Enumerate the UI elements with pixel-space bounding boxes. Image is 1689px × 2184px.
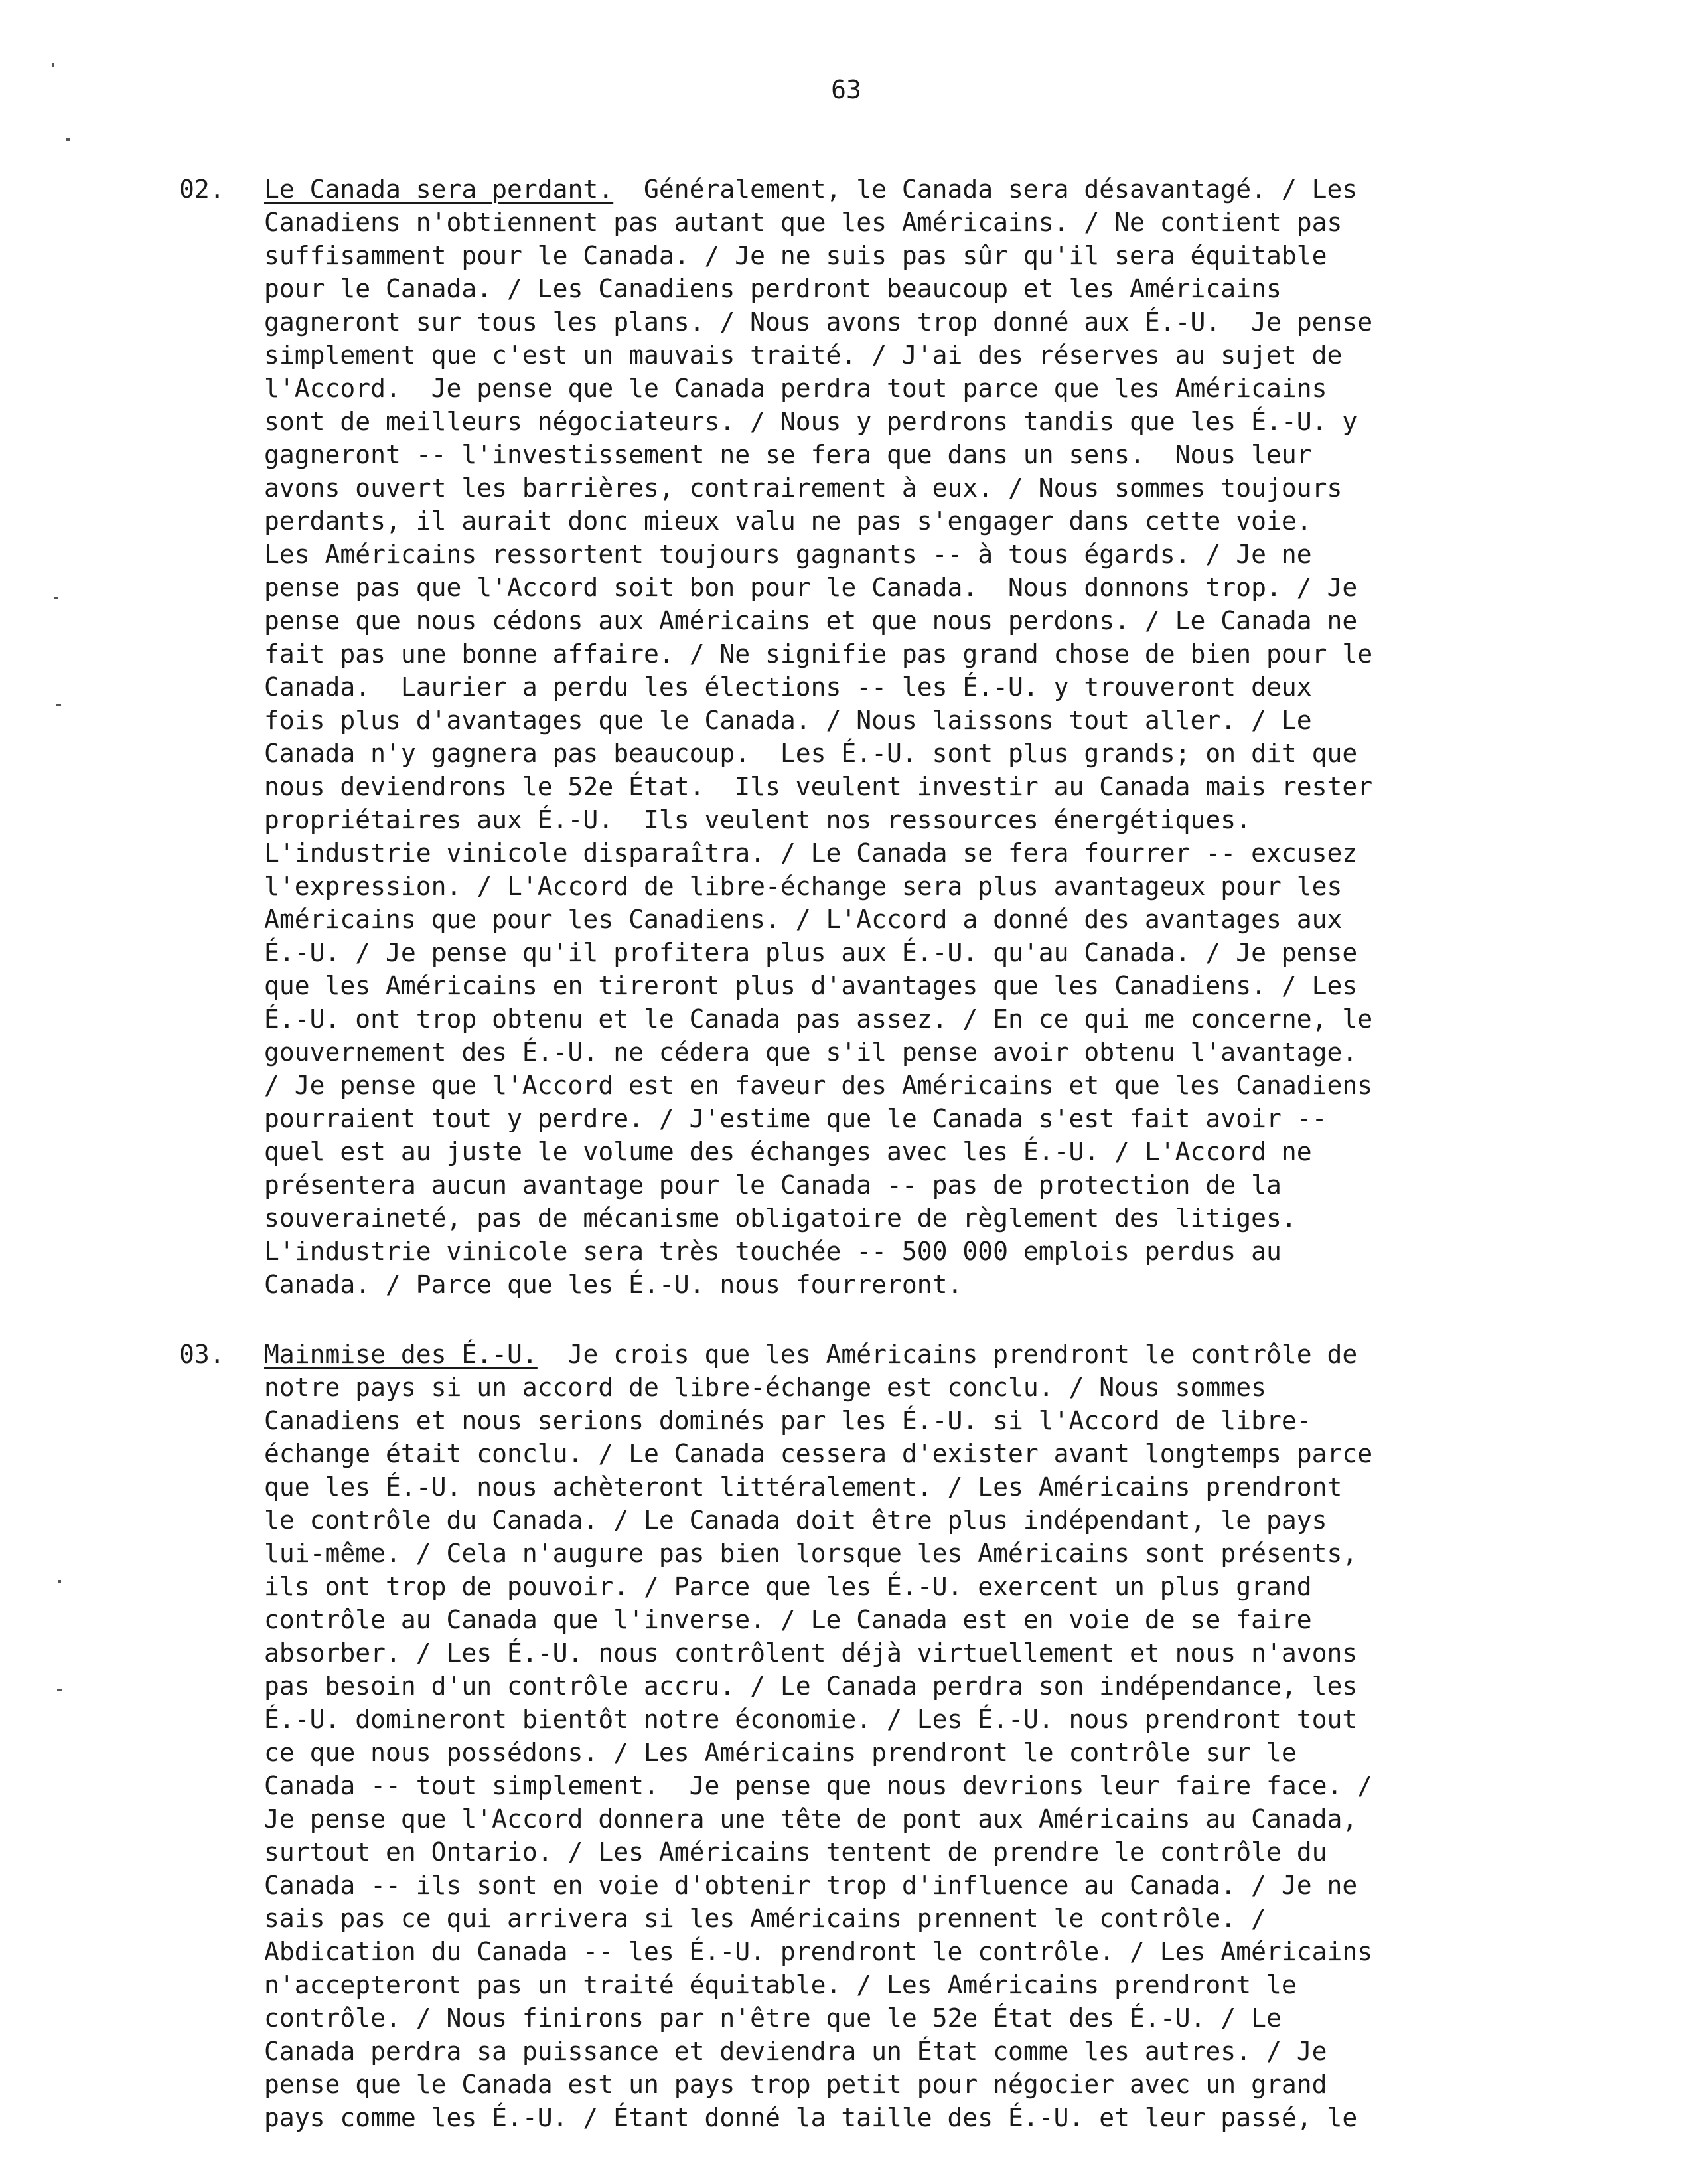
text-line: pays comme les É.-U. / Étant donné la taille des É.-U. et leur passé, le	[264, 2103, 1358, 2132]
text-line: Canada -- tout simplement. Je pense que nous devrions leur faire face. /	[264, 1771, 1373, 1800]
text-line: ils ont trop de pouvoir. / Parce que les É.-U. exercent un plus grand	[264, 1572, 1312, 1601]
text-line: É.-U. domineront bientôt notre économie. / Les É.-U. nous prendront tout	[264, 1705, 1358, 1734]
text-line: Je crois que les Américains prendront le contrôle de	[537, 1340, 1358, 1369]
text-line: pour le Canada. / Les Canadiens perdront beaucoup et les Américains	[264, 274, 1282, 303]
text-line: Canada. Laurier a perdu les élections -- les É.-U. y trouveront deux	[264, 672, 1312, 702]
text-line: que les Américains en tireront plus d'avantages que les Canadiens. / Les	[264, 971, 1358, 1000]
text-line: pense que nous cédons aux Américains et que nous perdons. / Le Canada ne	[264, 606, 1358, 635]
text-line: sais pas ce qui arrivera si les Américains prennent le contrôle. /	[264, 1904, 1266, 1933]
text-line: présentera aucun avantage pour le Canada -- pas de protection de la	[264, 1170, 1282, 1200]
text-line: pense pas que l'Accord soit bon pour le Canada. Nous donnons trop. / Je	[264, 573, 1358, 602]
text-line: l'expression. / L'Accord de libre-échange sera plus avantageux pour les	[264, 872, 1343, 901]
text-line: pas besoin d'un contrôle accru. / Le Canada perdra son indépendance, les	[264, 1672, 1358, 1701]
text-line: gagneront -- l'investissement ne se fera que dans un sens. Nous leur	[264, 440, 1312, 469]
text-line: Canada. / Parce que les É.-U. nous fourreront.	[264, 1270, 963, 1299]
text-line: souveraineté, pas de mécanisme obligatoire de règlement des litiges.	[264, 1204, 1297, 1233]
text-line: quel est au juste le volume des échanges avec les É.-U. / L'Accord ne	[264, 1137, 1312, 1166]
text-line: Abdication du Canada -- les É.-U. prendront le contrôle. / Les Américains	[264, 1937, 1373, 1966]
text-line: n'accepteront pas un traité équitable. / Les Américains prendront le	[264, 1970, 1297, 1999]
text-line: sont de meilleurs négociateurs. / Nous y perdrons tandis que les É.-U. y	[264, 407, 1358, 436]
text-line: L'industrie vinicole disparaîtra. / Le Canada se fera fourrer -- excusez	[264, 838, 1358, 868]
section-number: 02.	[179, 175, 225, 204]
first-line	[264, 1338, 1545, 1371]
text-line: pourraient tout y perdre. / J'estime que le Canada s'est fait avoir --	[264, 1104, 1327, 1133]
text-line: propriétaires aux É.-U. Ils veulent nos ressources énergétiques.	[264, 805, 1252, 834]
text-line: Généralement, le Canada sera désavantagé. / Les	[613, 175, 1358, 204]
text-line: Canada n'y gagnera pas beaucoup. Les É.-U. sont plus grands; on dit que	[264, 739, 1358, 768]
text-line: Américains que pour les Canadiens. / L'Accord a donné des avantages aux	[264, 905, 1343, 934]
text-line: surtout en Ontario. / Les Américains tentent de prendre le contrôle du	[264, 1837, 1327, 1867]
text-line: notre pays si un accord de libre-échange est conclu. / Nous sommes	[264, 1373, 1266, 1402]
text-line: L'industrie vinicole sera très touchée -- 500 000 emplois perdus au	[264, 1237, 1282, 1266]
text-line: Canadiens et nous serions dominés par les É.-U. si l'Accord de libre-	[264, 1406, 1312, 1435]
text-line: pense que le Canada est un pays trop petit pour négocier avec un grand	[264, 2070, 1327, 2099]
section-heading: Le Canada sera perdant.	[264, 175, 614, 204]
page-number: 63	[831, 75, 861, 104]
text-line: Canada perdra sa puissance et deviendra un État comme les autres. / Je	[264, 2037, 1327, 2066]
scan-mark	[54, 597, 58, 599]
text-line: simplement que c'est un mauvais traité. / J'ai des réserves au sujet de	[264, 341, 1343, 370]
text-line: échange était conclu. / Le Canada cessera d'exister avant longtemps parce	[264, 1439, 1373, 1468]
text-line: É.-U. / Je pense qu'il profitera plus aux É.-U. qu'au Canada. / Je pense	[264, 938, 1358, 967]
text-line: que les É.-U. nous achèteront littéralement. / Les Américains prendront	[264, 1472, 1343, 1502]
text-line: Je pense que l'Accord donnera une tête de pont aux Américains au Canada,	[264, 1804, 1358, 1833]
text-line: É.-U. ont trop obtenu et le Canada pas assez. / En ce qui me concerne, le	[264, 1004, 1373, 1034]
text-line: gagneront sur tous les plans. / Nous avons trop donné aux É.-U. Je pense	[264, 307, 1373, 337]
first-line	[264, 173, 1545, 206]
text-line: l'Accord. Je pense que le Canada perdra tout parce que les Américains	[264, 374, 1327, 403]
text-line: avons ouvert les barrières, contrairement à eux. / Nous sommes toujours	[264, 473, 1343, 503]
text-line: / Je pense que l'Accord est en faveur des Américains et que les Canadiens	[264, 1071, 1373, 1100]
text-line: Canadiens n'obtiennent pas autant que les Américains. / Ne contient pas	[264, 208, 1343, 237]
text-line: Canada -- ils sont en voie d'obtenir trop d'influence au Canada. / Je ne	[264, 1871, 1358, 1900]
text-line: gouvernement des É.-U. ne cédera que s'il pense avoir obtenu l'avantage.	[264, 1038, 1358, 1067]
scan-mark	[66, 138, 70, 141]
text-line: perdants, il aurait donc mieux valu ne pas s'engager dans cette voie.	[264, 507, 1312, 536]
text-line: ce que nous possédons. / Les Américains prendront le contrôle sur le	[264, 1738, 1297, 1767]
text-line: nous deviendrons le 52e État. Ils veulent investir au Canada mais rester	[264, 772, 1373, 801]
text-line: contrôle. / Nous finirons par n'être que le 52e État des É.-U. / Le	[264, 2003, 1282, 2033]
section-text	[264, 173, 1545, 1301]
scan-mark	[58, 1580, 61, 1583]
section-text	[264, 1338, 1545, 2134]
text-line: contrôle au Canada que l'inverse. / Le Canada est en voie de se faire	[264, 1605, 1312, 1634]
section-number: 03.	[179, 1340, 225, 1369]
text-line: le contrôle du Canada. / Le Canada doit être plus indépendant, le pays	[264, 1506, 1327, 1535]
scan-mark	[52, 63, 54, 67]
section-heading: Mainmise des É.-U.	[264, 1340, 538, 1369]
text-line: lui-même. / Cela n'augure pas bien lorsque les Américains sont présents,	[264, 1539, 1358, 1568]
text-line: fait pas une bonne affaire. / Ne signifie pas grand chose de bien pour le	[264, 639, 1373, 668]
text-line: Les Américains ressortent toujours gagnants -- à tous égards. / Je ne	[264, 540, 1312, 569]
text-line: absorber. / Les É.-U. nous contrôlent déjà virtuellement et nous n'avons	[264, 1638, 1358, 1668]
scan-mark	[56, 704, 61, 706]
text-line: fois plus d'avantages que le Canada. / Nous laissons tout aller. / Le	[264, 706, 1312, 735]
text-line: suffisamment pour le Canada. / Je ne suis pas sûr qu'il sera équitable	[264, 241, 1327, 270]
scan-mark	[57, 1689, 62, 1691]
